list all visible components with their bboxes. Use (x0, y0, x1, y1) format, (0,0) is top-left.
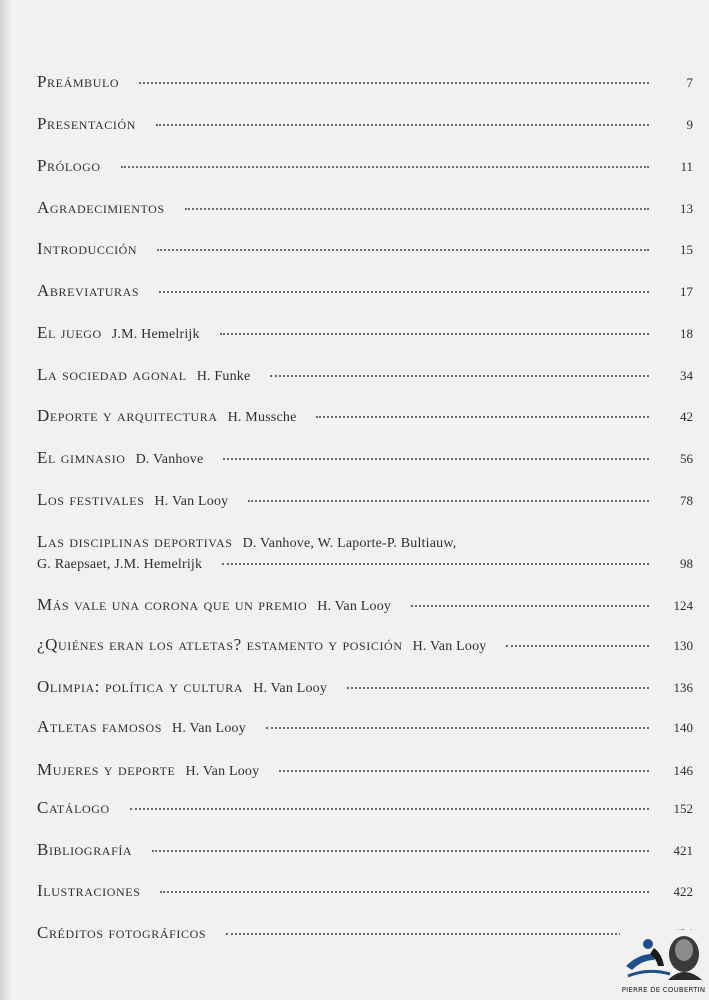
toc-entry-title: El gimnasio (37, 448, 126, 467)
toc-entry-page: 78 (680, 493, 693, 508)
toc-entry-ilustraciones[interactable] (37, 881, 695, 903)
dot-leader (130, 807, 649, 810)
toc-entry-title: Introducción (37, 239, 138, 258)
dot-leader (316, 415, 649, 418)
toc-entry-page: 13 (680, 201, 693, 216)
toc-entry-title: Catálogo (37, 798, 110, 817)
dot-leader (220, 332, 649, 335)
dot-leader (152, 849, 649, 852)
toc-entry-author: D. Vanhove (135, 452, 204, 467)
toc-entry-quienes-eran-los-atletas[interactable] (37, 635, 695, 657)
dot-leader (159, 290, 649, 293)
toc-entry-page: 9 (686, 117, 693, 132)
toc-entry-author: H. Van Looy (185, 764, 260, 779)
toc-entry-page: 421 (673, 843, 693, 858)
toc-entry-title: Ilustraciones (37, 881, 141, 900)
toc-entry-las-disciplinas-deportivas[interactable] (37, 532, 695, 554)
logo-text: PIERRE DE COUBERTIN (621, 986, 706, 994)
toc-entry-presentacion[interactable] (37, 114, 695, 136)
toc-entry-author: H. Van Looy (253, 681, 328, 696)
dot-leader (279, 769, 649, 772)
toc-entry-page: 140 (673, 720, 693, 735)
toc-entry-page: 98 (680, 556, 693, 571)
toc-entry-catalogo[interactable] (37, 798, 695, 820)
toc-entry-title: Deporte y arquitectura (37, 406, 218, 425)
toc-entry-title: Abreviaturas (37, 281, 140, 300)
toc-entry-olimpia[interactable] (37, 677, 695, 699)
dot-leader (506, 644, 649, 647)
dot-leader (411, 604, 649, 607)
toc-entry-los-festivales[interactable] (37, 490, 695, 512)
toc-entry-title: Agradecimientos (37, 198, 165, 217)
toc-entry-title: Los festivales (37, 490, 145, 509)
toc-entry-introduccion[interactable] (37, 239, 695, 261)
toc-entry-mas-vale-una-corona[interactable] (37, 595, 695, 617)
toc-entry-page: 136 (673, 680, 693, 695)
dot-leader (222, 562, 649, 565)
toc-entry-page: 34 (680, 368, 693, 383)
dot-leader (121, 165, 649, 168)
toc-entry-title: Prólogo (37, 156, 101, 175)
toc-entry-title: ¿Quiénes eran los atletas? estamento y posición (37, 635, 403, 654)
toc-entry-title: Créditos fotográficos (37, 923, 207, 942)
toc-entry-page: 7 (686, 75, 693, 90)
toc-entry-page: 152 (673, 801, 693, 816)
toc-entry-bibliografia[interactable] (37, 840, 695, 862)
dot-leader (185, 207, 649, 210)
toc-entry-title: La sociedad agonal (37, 365, 187, 384)
dot-leader (266, 726, 649, 729)
toc-entry-page: 17 (680, 284, 693, 299)
toc-entry-title: Preámbulo (37, 72, 120, 91)
coubertin-logo-icon (618, 926, 709, 986)
toc-entry-page: 146 (673, 763, 693, 778)
toc-entry-page: 56 (680, 451, 693, 466)
toc-entry-author: H. Van Looy (172, 721, 246, 736)
toc-entry-prologo[interactable] (37, 156, 695, 178)
dot-leader (223, 457, 649, 460)
toc-entry-title: Presentación (37, 114, 137, 133)
toc-entry-author: D. Vanhove, W. Laporte-P. Bultiauw, (242, 536, 457, 551)
toc-entry-mujeres-y-deporte[interactable] (37, 760, 695, 782)
toc-entry-author: H. Mussche (227, 410, 297, 425)
toc-entry-title: Olimpia: política y cultura (37, 677, 244, 696)
toc-entry-author: J.M. Hemelrijk (111, 327, 200, 342)
dot-leader (270, 374, 649, 377)
toc-entry-page: 42 (680, 409, 693, 424)
toc-entry-agradecimientos[interactable] (37, 198, 695, 220)
dot-leader (226, 932, 649, 935)
toc-entry-title: Más vale una corona que un premio (37, 595, 308, 614)
toc-entry-el-gimnasio[interactable] (37, 448, 695, 470)
toc-entry-page: 18 (680, 326, 693, 341)
toc-entry-las-disciplinas-deportivas-continued[interactable] (37, 556, 695, 578)
toc-entry-title: Mujeres y deporte (37, 760, 176, 779)
toc-entry-creditos-fotograficos[interactable] (37, 923, 695, 945)
toc-entry-title: El juego (37, 323, 102, 342)
toc-entry-title: Las disciplinas deportivas (37, 532, 233, 551)
toc-entry-page: 422 (673, 884, 693, 899)
toc-entry-preambulo[interactable] (37, 72, 695, 94)
toc-entry-abreviaturas[interactable] (37, 281, 695, 303)
dot-leader (139, 81, 649, 84)
toc-entry-el-juego[interactable] (37, 323, 695, 345)
dot-leader (157, 248, 649, 251)
toc-entry-page: 130 (673, 638, 693, 653)
toc-entry-author: H. Funke (196, 369, 251, 384)
toc-entry-author: H. Van Looy (317, 599, 392, 614)
toc-entry-deporte-y-arquitectura[interactable] (37, 406, 695, 428)
toc-entry-author: G. Raepsaet, J.M. Hemelrijk (37, 557, 203, 572)
toc-entry-page: 15 (680, 242, 693, 257)
toc-entry-title: Atletas famosos (37, 717, 163, 736)
toc-entry-author: H. Van Looy (154, 494, 229, 509)
dot-leader (160, 890, 649, 893)
dot-leader (156, 123, 649, 126)
toc-entry-title: Bibliografía (37, 840, 133, 859)
dot-leader (347, 686, 649, 689)
dot-leader (248, 499, 649, 502)
toc-entry-la-sociedad-agonal[interactable] (37, 365, 695, 387)
toc-entry-author: H. Van Looy (412, 639, 487, 654)
toc-entry-atletas-famosos[interactable] (37, 717, 695, 739)
pierre-de-coubertin-logo (618, 926, 709, 1000)
toc-entry-page: 124 (673, 598, 693, 613)
toc-entry-page: 11 (680, 159, 693, 174)
